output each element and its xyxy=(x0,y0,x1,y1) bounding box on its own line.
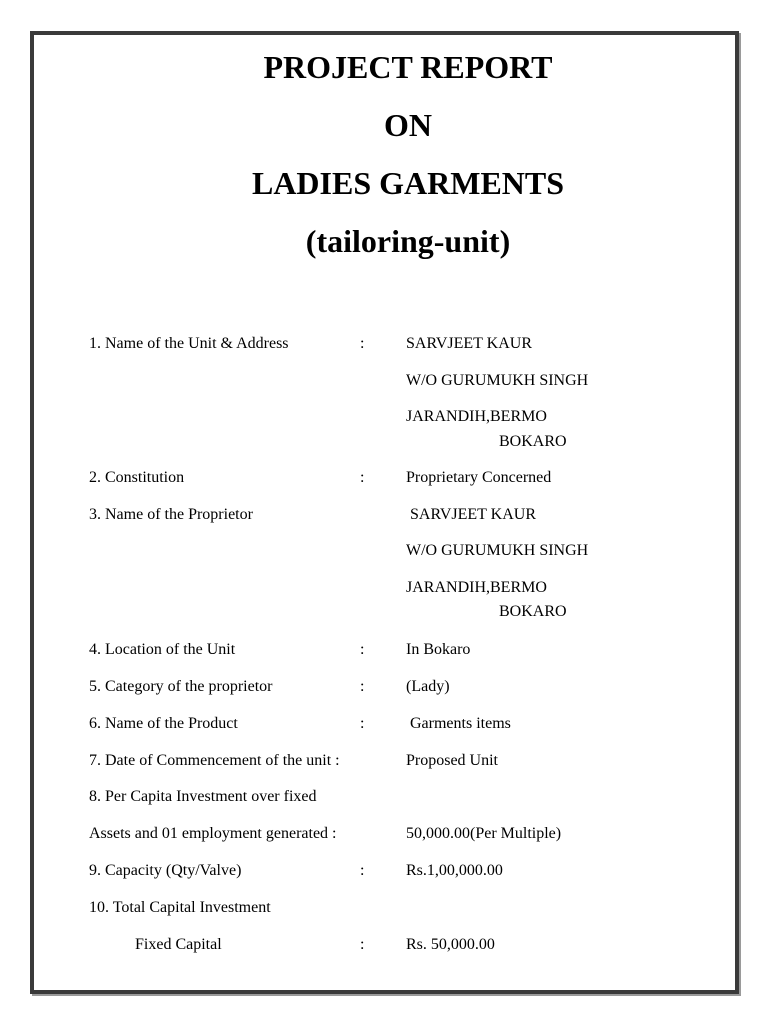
row-5-colon: : xyxy=(360,678,365,695)
row-9-label: 9. Capacity (Qty/Valve) xyxy=(89,862,242,879)
row-9-colon: : xyxy=(360,862,365,879)
row-6-label: 6. Name of the Product xyxy=(89,715,238,732)
row-4-value: In Bokaro xyxy=(406,641,471,658)
row-1-value-line-3: JARANDIH,BERMO xyxy=(406,408,547,425)
row-2-value: Proprietary Concerned xyxy=(406,469,552,486)
row-1-colon: : xyxy=(360,335,365,352)
row-4-colon: : xyxy=(360,641,365,658)
row-7-value: Proposed Unit xyxy=(406,752,498,769)
title-line-4: (tailoring-unit) xyxy=(305,223,511,259)
row-3-value-line-2: W/O GURUMUKH SINGH xyxy=(406,542,589,559)
title-line-2: ON xyxy=(384,107,432,143)
row-2-colon: : xyxy=(360,469,365,486)
row-3-value-line-1: SARVJEET KAUR xyxy=(410,506,536,523)
row-6-value: Garments items xyxy=(410,715,511,732)
row-4-label: 4. Location of the Unit xyxy=(89,641,236,658)
row-1-label: 1. Name of the Unit & Address xyxy=(89,335,289,352)
row-10b-value: Rs. 50,000.00 xyxy=(406,936,495,953)
row-1-value-line-1: SARVJEET KAUR xyxy=(406,335,532,352)
row-1-value-line-2: W/O GURUMUKH SINGH xyxy=(406,372,589,389)
row-3-label: 3. Name of the Proprietor xyxy=(89,506,253,523)
row-1-value-line-4: BOKARO xyxy=(499,433,567,450)
row-3-value-line-3: JARANDIH,BERMO xyxy=(406,579,547,596)
row-8-label: 8. Per Capita Investment over fixed xyxy=(89,788,317,805)
title-line-1: PROJECT REPORT xyxy=(263,49,553,85)
row-8b-value: 50,000.00(Per Multiple) xyxy=(406,825,562,842)
row-9-value: Rs.1,00,000.00 xyxy=(406,862,503,879)
row-10b-label: Fixed Capital xyxy=(135,936,222,953)
row-7-label: 7. Date of Commencement of the unit : xyxy=(89,752,340,769)
row-5-label: 5. Category of the proprietor xyxy=(89,678,273,695)
row-2-label: 2. Constitution xyxy=(89,469,185,486)
row-10b-colon: : xyxy=(360,936,365,953)
row-5-value: (Lady) xyxy=(406,678,450,695)
row-8b-label: Assets and 01 employment generated : xyxy=(89,825,337,842)
row-6-colon: : xyxy=(360,715,365,732)
row-10-label: 10. Total Capital Investment xyxy=(89,899,271,916)
row-3-value-line-4: BOKARO xyxy=(499,603,567,620)
title-line-3: LADIES GARMENTS xyxy=(251,165,565,201)
